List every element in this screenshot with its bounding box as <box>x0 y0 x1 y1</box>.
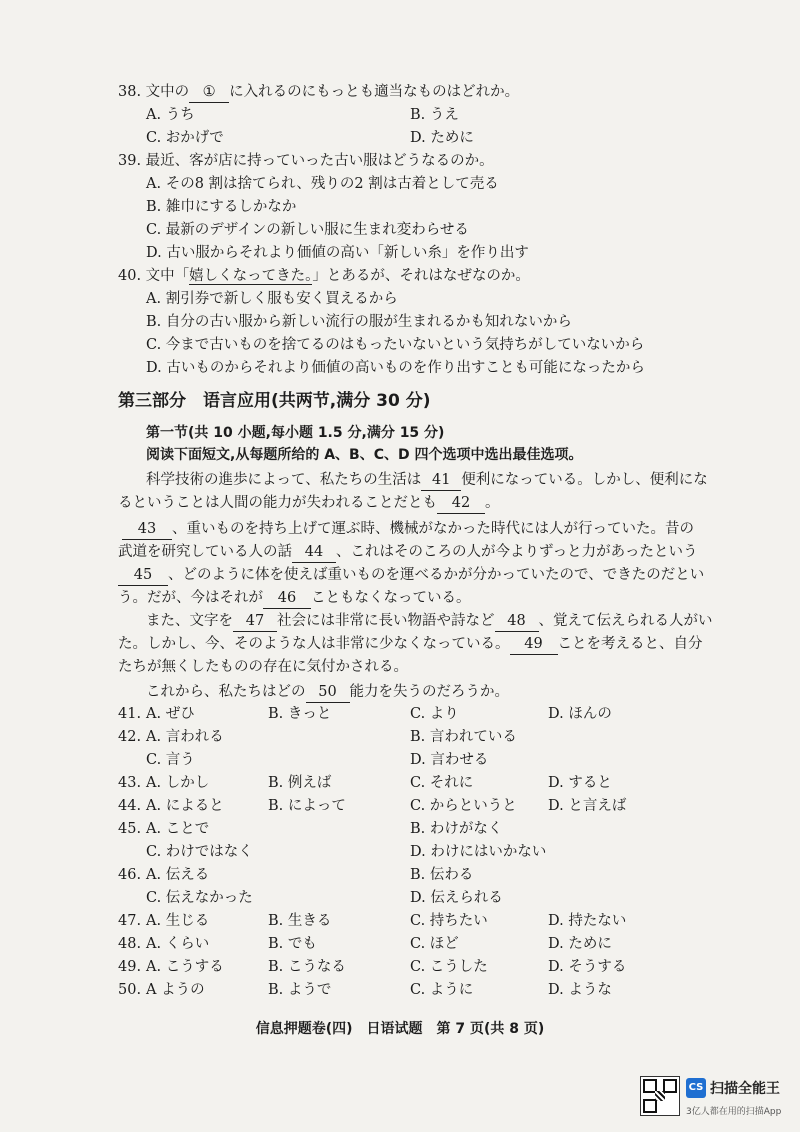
option-number: 41. <box>118 706 142 722</box>
option-a: A. 生じる <box>146 913 210 929</box>
passage-line: 43 、重いものを持ち上げて運ぶ時、機械がなかった時代には人が行っていた。昔の <box>122 519 694 540</box>
option-b: B. わけがなく <box>410 821 503 837</box>
option-a: A. ぜひ <box>146 706 195 722</box>
option-number: 45. <box>118 821 142 837</box>
blank-49: 49 <box>510 634 558 655</box>
question-38: 38. 文中の ① に入れるのにもっとも適当なものはどれか。 <box>118 82 519 103</box>
option-d: D. と言えば <box>548 798 627 814</box>
blank-41: 41 <box>421 470 461 491</box>
question-40: 40. 文中「嬉しくなってきた。」とあるが、それはなぜなのか。 <box>118 268 530 284</box>
option-number: 46. <box>118 867 142 883</box>
option-c: C. 伝えなかった <box>146 890 253 906</box>
option-number: 43. <box>118 775 142 791</box>
option-a: A. 伝える <box>146 867 210 883</box>
option-d: D. 言わせる <box>410 752 489 768</box>
option-c: C. ように <box>410 982 474 998</box>
option-b: B. こうなる <box>268 959 346 975</box>
blank-43: 43 <box>122 519 172 540</box>
scanner-app-name: 扫描全能王 <box>710 1081 780 1097</box>
scanner-app-tagline: 3亿人都在用的扫描App <box>686 1107 782 1117</box>
option-c: C. 持ちたい <box>410 913 488 929</box>
passage-line: 科学技術の進歩によって、私たちの生活は 41 便利になっている。しかし、便利にな <box>146 470 708 491</box>
option-c: C. 言う <box>146 752 195 768</box>
blank-42: 42 <box>437 493 485 514</box>
blank-48: 48 <box>495 611 539 632</box>
instruction-text: 阅读下面短文,从每题所给的 A、B、C、D 四个选项中选出最佳选项。 <box>146 447 583 463</box>
option-c: C. それに <box>410 775 474 791</box>
q38-option-a: A. うち <box>146 107 195 123</box>
option-number: 49. <box>118 959 142 975</box>
q40-option-b: B. 自分の古い服から新しい流行の服が生まれるかも知れないから <box>146 314 572 330</box>
question-39: 39. 最近、客が店に持っていった古い服はどうなるのか。 <box>118 153 494 169</box>
option-number: 44. <box>118 798 142 814</box>
blank-46: 46 <box>263 588 311 609</box>
option-a: A. しかし <box>146 775 210 791</box>
section-1-heading: 第一节(共 10 小题,每小题 1.5 分,满分 15 分) <box>146 425 445 441</box>
option-b: B. でも <box>268 936 317 952</box>
option-d: D. そうする <box>548 959 627 975</box>
blank-45: 45 <box>118 565 168 586</box>
passage-line: 武道を研究している人の話 44 、これはそのころの人が今よりずっと力があったという <box>118 542 697 563</box>
option-a: A. こうする <box>146 959 224 975</box>
blank-1: ① <box>189 82 229 103</box>
option-a: A. ことで <box>146 821 210 837</box>
option-number: 48. <box>118 936 142 952</box>
option-c: C. からというと <box>410 798 517 814</box>
blank-44: 44 <box>292 542 336 563</box>
option-d: D. ほんの <box>548 706 612 722</box>
option-a: A ようの <box>146 982 205 998</box>
passage-line: るということは人間の能力が失われることだとも 42 。 <box>118 493 500 514</box>
q40-option-d: D. 古いものからそれより価値の高いものを作り出すことも可能になったから <box>146 360 645 376</box>
option-b: B. によって <box>268 798 346 814</box>
page-footer: 信息押题卷(四) 日语试题 第 7 页(共 8 页) <box>255 1021 545 1037</box>
q38-option-d: D. ために <box>410 130 474 146</box>
option-c: C. こうした <box>410 959 488 975</box>
option-b: B. 生きる <box>268 913 332 929</box>
q38-option-c: C. おかげで <box>146 130 224 146</box>
passage-line: また、文字を 47 社会には非常に長い物語や詩など 48 、覚えて伝えられる人がい <box>146 611 713 632</box>
qr-code-icon <box>640 1076 680 1116</box>
passage-line: たちが無くしたものの存在に気付かされる。 <box>118 659 408 675</box>
option-b: B. ようで <box>268 982 332 998</box>
passage-line: う。だが、今はそれが 46 こともなくなっている。 <box>118 588 471 609</box>
option-a: A. によると <box>146 798 224 814</box>
option-number: 50. <box>118 982 142 998</box>
passage-line: 45 、どのように体を使えば重いものを運べるかが分かっていたので、できたのだとい <box>118 565 704 586</box>
underlined-phrase: 嬉しくなってきた。 <box>189 268 313 284</box>
q40-option-a: A. 割引券で新しく服も安く買えるから <box>146 291 398 307</box>
option-d: D. 伝えられる <box>410 890 503 906</box>
blank-47: 47 <box>233 611 277 632</box>
q39-option-c: C. 最新のデザインの新しい服に生まれ変わらせる <box>146 222 469 238</box>
option-d: D. 持たない <box>548 913 627 929</box>
camscanner-logo-icon: CS <box>686 1078 706 1098</box>
option-number: 47. <box>118 913 142 929</box>
option-c: C. より <box>410 706 459 722</box>
q39-option-d: D. 古い服からそれより価値の高い「新しい糸」を作り出す <box>146 245 529 261</box>
option-c: C. ほど <box>410 936 459 952</box>
option-number: 42. <box>118 729 142 745</box>
passage-line: これから、私たちはどの 50 能力を失うのだろうか。 <box>146 682 509 703</box>
option-a: A. 言われる <box>146 729 224 745</box>
option-b: B. きっと <box>268 706 332 722</box>
option-b: B. 言われている <box>410 729 517 745</box>
part-3-heading: 第三部分 语言应用(共两节,满分 30 分) <box>118 391 431 411</box>
q40-option-c: C. 今まで古いものを捨てるのはもったいないという気持ちがしていないから <box>146 337 645 353</box>
option-b: B. 伝わる <box>410 867 474 883</box>
passage-line: た。しかし、今、そのような人は非常に少なくなっている。 49 ことを考えると、自分 <box>118 634 703 655</box>
blank-50: 50 <box>306 682 350 703</box>
option-c: C. わけではなく <box>146 844 253 860</box>
option-d: D. ような <box>548 982 612 998</box>
q39-option-a: A. その8 割は捨てられ、残りの2 割は古着として売る <box>146 176 499 192</box>
q39-option-b: B. 雑巾にするしかなか <box>146 199 297 215</box>
option-d: D. ために <box>548 936 612 952</box>
option-b: B. 例えば <box>268 775 332 791</box>
q38-option-b: B. うえ <box>410 107 459 123</box>
option-d: D. すると <box>548 775 612 791</box>
option-d: D. わけにはいかない <box>410 844 547 860</box>
option-a: A. くらい <box>146 936 210 952</box>
